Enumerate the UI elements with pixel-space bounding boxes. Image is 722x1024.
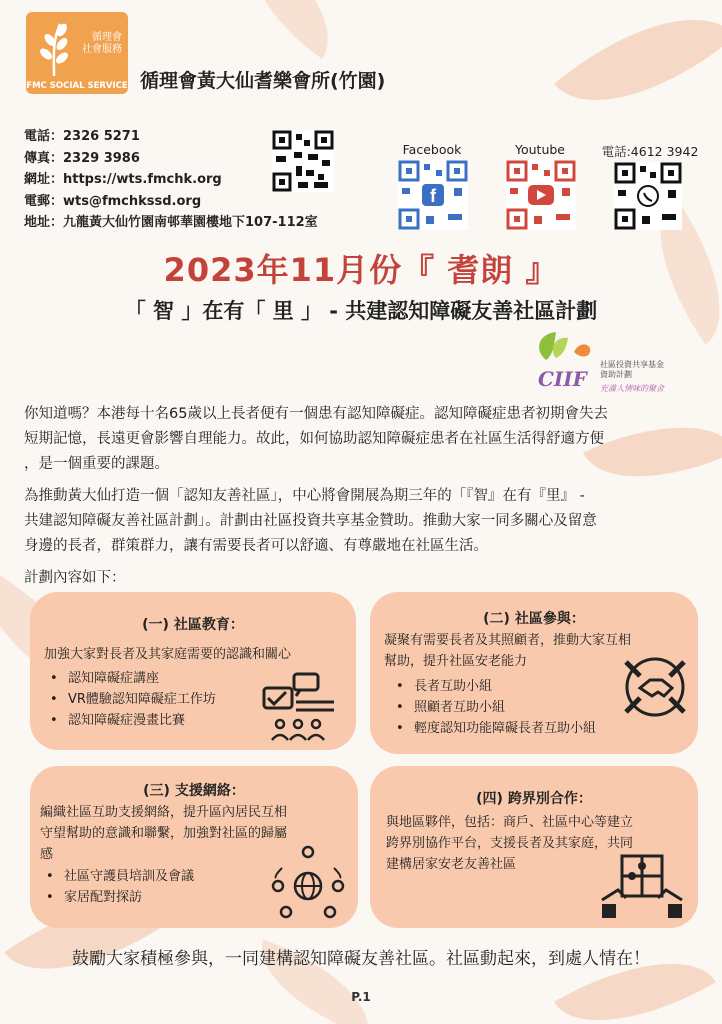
contact-email[interactable]: 電郵：wts@fmchkssd.org <box>24 193 202 209</box>
presentation-icon <box>260 670 340 744</box>
facebook-label: Facebook <box>402 142 462 157</box>
closing-message: 鼓勵大家積極參與，一同建構認知障礙友善社區。社區動起來，到處人情在！ <box>72 949 650 969</box>
sub-title: 「 智 」在有「 里 」 - 共建認知障礙友善社區計劃 <box>124 299 598 323</box>
list-item: • 家居配對探訪 <box>42 887 194 908</box>
background-leaf <box>554 0 722 145</box>
list-item: • 輕度認知功能障礙長者互助小組 <box>392 718 596 739</box>
background-leaf <box>554 927 716 1024</box>
project-paragraph: 為推動黃大仙打造一個「認知友善社區」，中心將會開展為期三年的「『智』在有『里』 - 共建認知障礙友善社區計劃」。計劃由社區投資共享基金贊助。推動大家一同多關心及留意 身邊的長者，群策群力，讓有需要長者可以舒適、有尊嚴地在社區生活。 <box>24 488 597 554</box>
card-intro: 加強大家對長者及其家庭需要的認識和關心 <box>44 647 292 662</box>
logo-footer: FMC SOCIAL SERVICE <box>26 81 128 91</box>
ciif-caption: 社區投資共享基金 資助計劃 充滿人情味的聚舍 <box>600 360 664 393</box>
list-item: • 長者互助小組 <box>392 676 596 697</box>
logo-text: 循理會 社會服務 <box>82 32 122 55</box>
list-item: • 認知障礙症講座 <box>46 668 216 689</box>
card-intro: 凝聚有需要長者及其照顧者，推動大家互相 幫助，提升社區安老能力 <box>384 633 632 669</box>
facebook-qr-code[interactable] <box>398 160 468 230</box>
contact-address: 地址：九龍黃大仙竹園南邨華園樓地下107-112室 <box>24 215 318 230</box>
youtube-label: Youtube <box>515 142 565 157</box>
phone-qr-label: 電話:4612 3942 <box>601 144 699 159</box>
whatsapp-qr-code[interactable] <box>614 162 682 230</box>
plan-heading: 計劃內容如下： <box>24 570 126 586</box>
youtube-qr-code[interactable] <box>506 160 576 230</box>
network-globe-icon <box>266 844 350 924</box>
card-title: (二) 社區參與： <box>483 611 585 627</box>
ciif-logo <box>534 330 594 392</box>
card-support-network <box>30 766 358 928</box>
svg-text:f: f <box>430 186 436 206</box>
card-cross-sector <box>370 766 698 928</box>
handshake-icon <box>620 652 690 722</box>
organization-name: 循理會黃大仙耆樂會所(竹園) <box>140 70 386 92</box>
page-number: P.1 <box>351 990 371 1004</box>
main-title: 2023年11月份『 耆朗 』 <box>163 251 559 289</box>
contact-fax: 傳真：2329 3986 <box>24 150 140 166</box>
puzzle-hands-icon <box>600 850 684 922</box>
intro-paragraph: 你知道嗎？本港每十名65歲以上長者便有一個患有認知障礙症。認知障礙症患者初期會失去 短期記憶，長遠更會影響自理能力。故此，如何協助認知障礙症患者在社區生活得舒適方便 ，是一個重要的課題。 <box>24 406 608 472</box>
list-item: • 認知障礙症漫畫比賽 <box>46 710 216 731</box>
card-intro: 與地區夥伴，包括：商戶、社區中心等建立 跨界別協作平台，支援長者及其家庭，共同 建構居家安老友善社區 <box>386 815 634 872</box>
card-list <box>42 866 194 908</box>
card-community-education <box>30 592 356 750</box>
svg-text:CIIF: CIIF <box>538 367 587 391</box>
list-item: • 照顧者互助小組 <box>392 697 596 718</box>
card-title: (一) 社區教育： <box>142 617 244 633</box>
website-qr-code[interactable] <box>272 130 334 192</box>
contact-phone: 電話：2326 5271 <box>24 129 140 144</box>
card-title: (四) 跨界別合作： <box>476 791 592 807</box>
list-item: • 社區守護員培訓及會議 <box>42 866 194 887</box>
card-list <box>46 668 216 731</box>
card-title: (三) 支援網絡： <box>143 783 245 799</box>
wheat-icon <box>32 18 76 78</box>
list-item: • VR體驗認知障礙症工作坊 <box>46 689 216 710</box>
card-list <box>392 676 596 739</box>
contact-website[interactable]: 網址：https://wts.fmchk.org <box>24 172 222 187</box>
card-community-participation <box>370 592 698 754</box>
background-leaf <box>224 0 357 59</box>
fmc-logo <box>26 12 128 94</box>
card-intro: 編織社區互助支援網絡，提升區內居民互相 守望幫助的意識和聯繫，加強對社區的歸屬 感 <box>40 805 288 862</box>
